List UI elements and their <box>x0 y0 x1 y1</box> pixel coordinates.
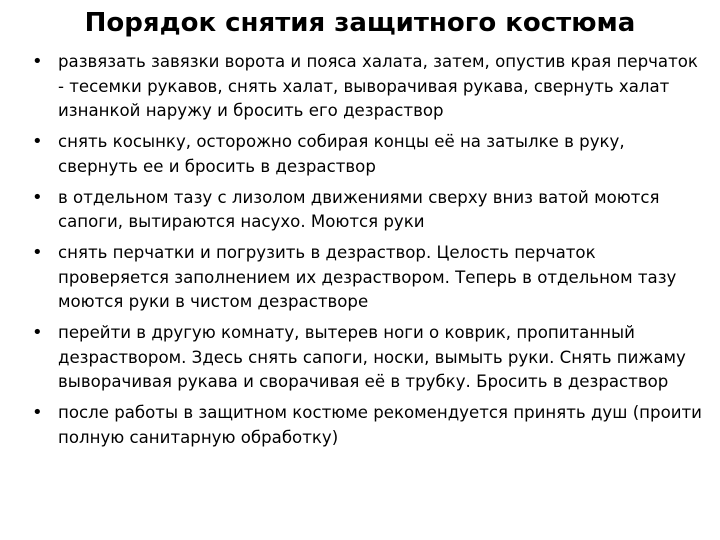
list-item <box>32 321 704 395</box>
bullet-icon: • <box>32 131 43 152</box>
list-item-text: после работы в защитном костюме рекомендуется принять душ (проити полную санитарную обработку) <box>58 403 702 447</box>
list-item <box>32 130 704 179</box>
list-item <box>32 50 704 124</box>
slide-title: Порядок снятия защитного костюма <box>84 8 636 38</box>
list-item-text: перейти в другую комнату, вытерев ноги о коврик, пропитанный дезраствором. Здесь снять сапоги, носки, вымыть руки. Снять пижаму выворачивая рукава и сворачивая её в трубку. Бросить в дезраствор <box>58 323 686 391</box>
bullet-icon: • <box>32 51 43 72</box>
bullet-icon: • <box>32 322 43 343</box>
bullet-icon: • <box>32 186 43 208</box>
list-item-text: в отдельном тазу с лизолом движениями сверху вниз ватой моются сапоги, вытираются насухо. Моются руки <box>58 187 660 231</box>
list-item <box>32 186 704 235</box>
list-item-text: снять перчатки и погрузить в дезраствор. Целость перчаток проверяется заполнением их дезраствором. Теперь в отдельном тазу моются руки в чистом дезрастворе <box>58 243 677 311</box>
list-item <box>32 241 704 315</box>
bullet-icon: • <box>32 402 43 423</box>
bullet-list <box>32 50 704 457</box>
list-item-text: снять косынку, осторожно собирая концы её на затылке в руку, свернуть ее и бросить в дезраствор <box>58 132 625 176</box>
list-item-text: развязать завязки ворота и пояса халата, затем, опустив края перчаток - тесемки рукавов, снять халат, выворачивая рукава, свернуть халат изнанкой наружу и бросить его дезраствор <box>58 52 698 120</box>
bullet-icon: • <box>32 242 43 263</box>
list-item <box>32 401 704 450</box>
